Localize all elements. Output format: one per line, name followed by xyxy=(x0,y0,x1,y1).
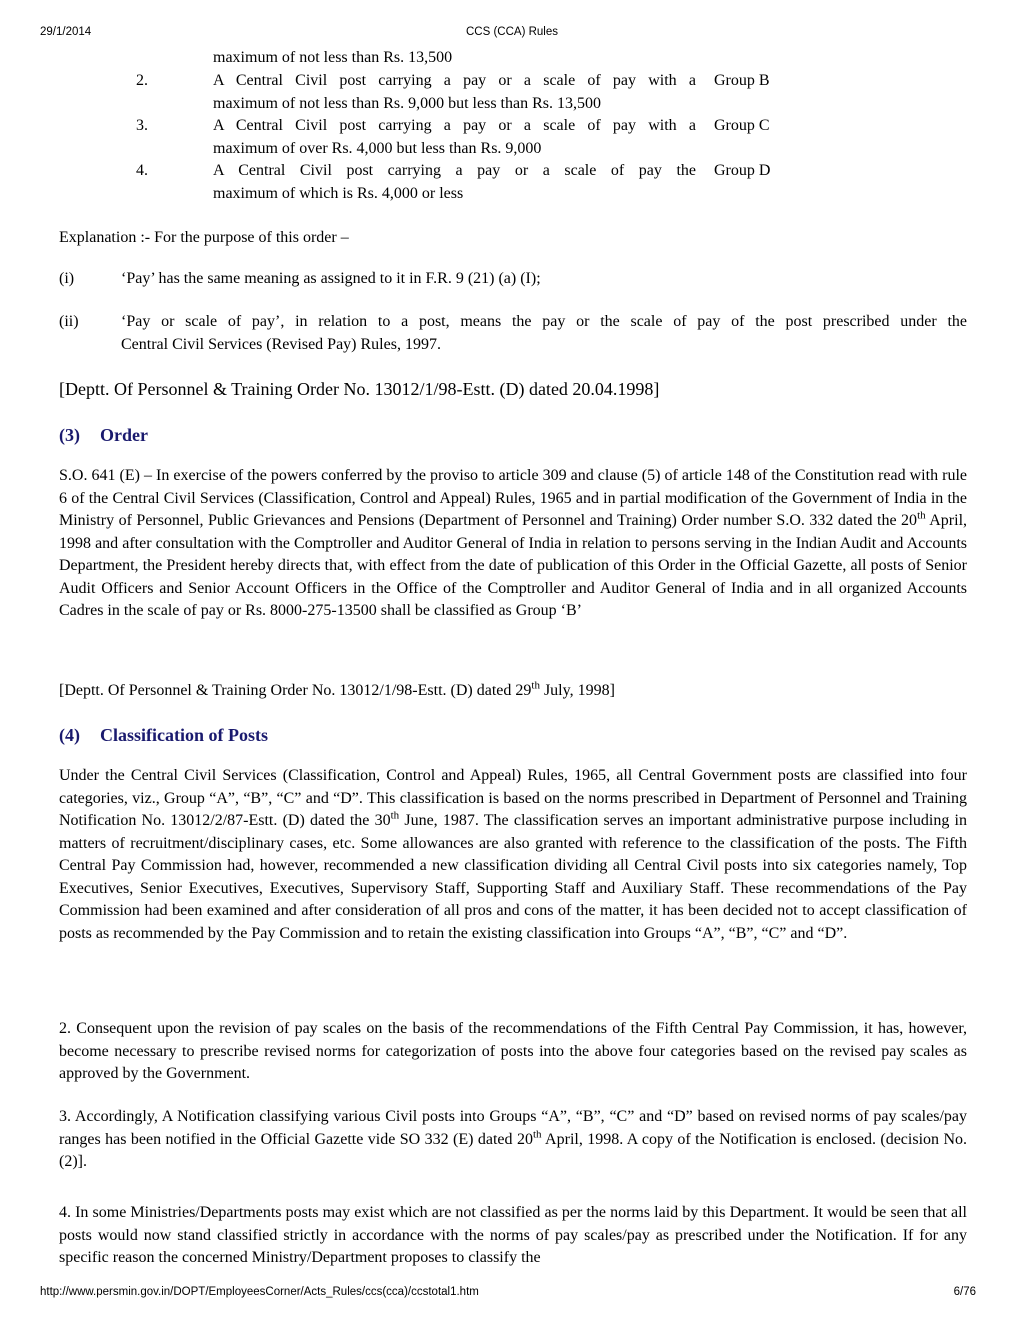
print-date: 29/1/2014 xyxy=(40,26,92,38)
list-text: ‘Pay’ has the same meaning as assigned to it in F.R. 9 (21) (a) (I); xyxy=(121,270,541,287)
row-description-line2: maximum of over Rs. 4,000 but less than Rs. 9,000 xyxy=(213,139,542,157)
list-number: (ii) xyxy=(59,313,79,330)
list-item xyxy=(0,311,1024,356)
paragraph: S.O. 641 (E) – In exercise of the powers conferred by the proviso to article 309 and clause (5) of article 148 of the Constitution read with rule 6 of the Central Civil Services (Classification, Control and Appeal) Rules, 1965 and in partial modification of the Government of India in the Ministry of Personnel, Public Grievances and Pensions (Department of Personnel and Training) Order number S.O. 332 dated the 20th April, 1998 and after consultation with the Comptroller and Auditor General of India in relation to persons serving in the Indian Audit and Accounts Department, the President hereby directs that, with effect from the date of publication of this Order in the Official Gazette, all posts of Senior Audit Officers and Senior Account Officers in the Office of the Comptroller and Auditor General of India and in all organized Accounts Cadres in the scale of pay or Rs. 8000-275-13500 shall be classified as Group ‘B’ xyxy=(59,467,968,619)
row-description-line1: A Central Civil post carrying a pay or a scale of pay the xyxy=(213,162,696,179)
order-reference: [Deptt. Of Personnel & Training Order No. 13012/1/98-Estt. (D) dated 29th July, 1998] xyxy=(59,679,615,699)
document-title: CCS (CCA) Rules xyxy=(465,26,558,38)
section-number: (4) xyxy=(59,725,80,745)
table-row xyxy=(0,70,1024,115)
table-row xyxy=(0,47,1024,70)
list-text-line2: Central Civil Services (Revised Pay) Rules, 1997. xyxy=(121,335,441,353)
table-row xyxy=(0,115,1024,160)
list-number: (i) xyxy=(59,270,75,287)
page-number: 6/76 xyxy=(953,1286,976,1298)
page-footer xyxy=(40,1286,984,1302)
page-header xyxy=(40,26,984,42)
explanation: Explanation :- For the purpose of this order – xyxy=(59,229,349,246)
section-heading xyxy=(59,724,967,747)
row-number: 4. xyxy=(136,162,148,179)
paragraph: 2. Consequent upon the revision of pay scales on the basis of the recommendations of the Fifth Central Pay Commission, it has, however, become necessary to prescribe revised norms for categorization of posts into the above four categories based on the revised pay scales as approved by the Government. xyxy=(59,1020,967,1082)
list-text-line1: ‘Pay or scale of pay’, in relation to a post, means the pay or the scale of pay of the post prescribed under the xyxy=(121,313,967,330)
row-description: maximum of not less than Rs. 13,500 xyxy=(213,49,453,66)
section-title: Classification of Posts xyxy=(100,725,268,745)
row-group: Group B xyxy=(714,72,770,89)
row-description-line1: A Central Civil post carrying a pay or a scale of pay with a xyxy=(213,72,696,89)
row-description-line2: maximum of not less than Rs. 9,000 but less than Rs. 13,500 xyxy=(213,94,601,112)
paragraph: 4. In some Ministries/Departments posts may exist which are not classified as per the norms laid by this Department. It would be seen that all posts would now stand classified strictly in accordance with the norms of pay scales/pay as prescribed under the Notification. If for any specific reason the concerned Ministry/Department proposes to classify the xyxy=(59,1204,967,1266)
row-description-line1: A Central Civil post carrying a pay or a scale of pay with a xyxy=(213,117,696,134)
row-description-line2: maximum of which is Rs. 4,000 or less xyxy=(213,184,464,202)
paragraph: Under the Central Civil Services (Classification, Control and Appeal) Rules, 1965, all Central Government posts are classified into four categories, viz., Group “A”, “B”, “C” and “D”. This classification is based on the norms prescribed in Department of Personnel and Training Notification No. 13012/2/87-Estt. (D) dated the 30th June, 1987. The classification serves an important administrative purpose including in matters of recruitment/disciplinary cases, etc. Some allowances are also granted with reference to the classification of the posts. The Fifth Central Pay Commission had, however, recommended a new classification dividing all Central Civil posts into six categories namely, Top Executives, Senior Executives, Executives, Supervisory Staff, Supporting Staff and Auxiliary Staff. These recommendations of the Pay Commission had been examined and after consideration of all pros and cons of the matter, it has been decided not to accept classification of posts as recommended by the Pay Commission and to retain the existing classification into Groups “A”, “B”, “C” and “D”. xyxy=(59,767,967,942)
source-url: http://www.persmin.gov.in/DOPT/EmployeesCorner/Acts_Rules/ccs(cca)/ccstotal1.htm xyxy=(40,1286,479,1298)
section-heading xyxy=(59,424,967,447)
row-group: Group D xyxy=(714,162,771,179)
row-number: 2. xyxy=(136,72,148,89)
row-group: Group C xyxy=(714,117,770,134)
table-row xyxy=(0,160,1024,205)
order-reference: [Deptt. Of Personnel & Training Order No. 13012/1/98-Estt. (D) dated 20.04.1998] xyxy=(59,379,660,399)
section-number: (3) xyxy=(59,425,80,445)
row-number: 3. xyxy=(136,117,148,134)
paragraph: 3. Accordingly, A Notification classifying various Civil posts into Groups “A”, “B”, “C” and “D” based on revised norms of pay scales/pay ranges has been notified in the Official Gazette vide SO 332 (E) dated 20th April, 1998. A copy of the Notification is enclosed. (decision No. (2)]. xyxy=(59,1108,967,1170)
section-title: Order xyxy=(100,425,148,445)
